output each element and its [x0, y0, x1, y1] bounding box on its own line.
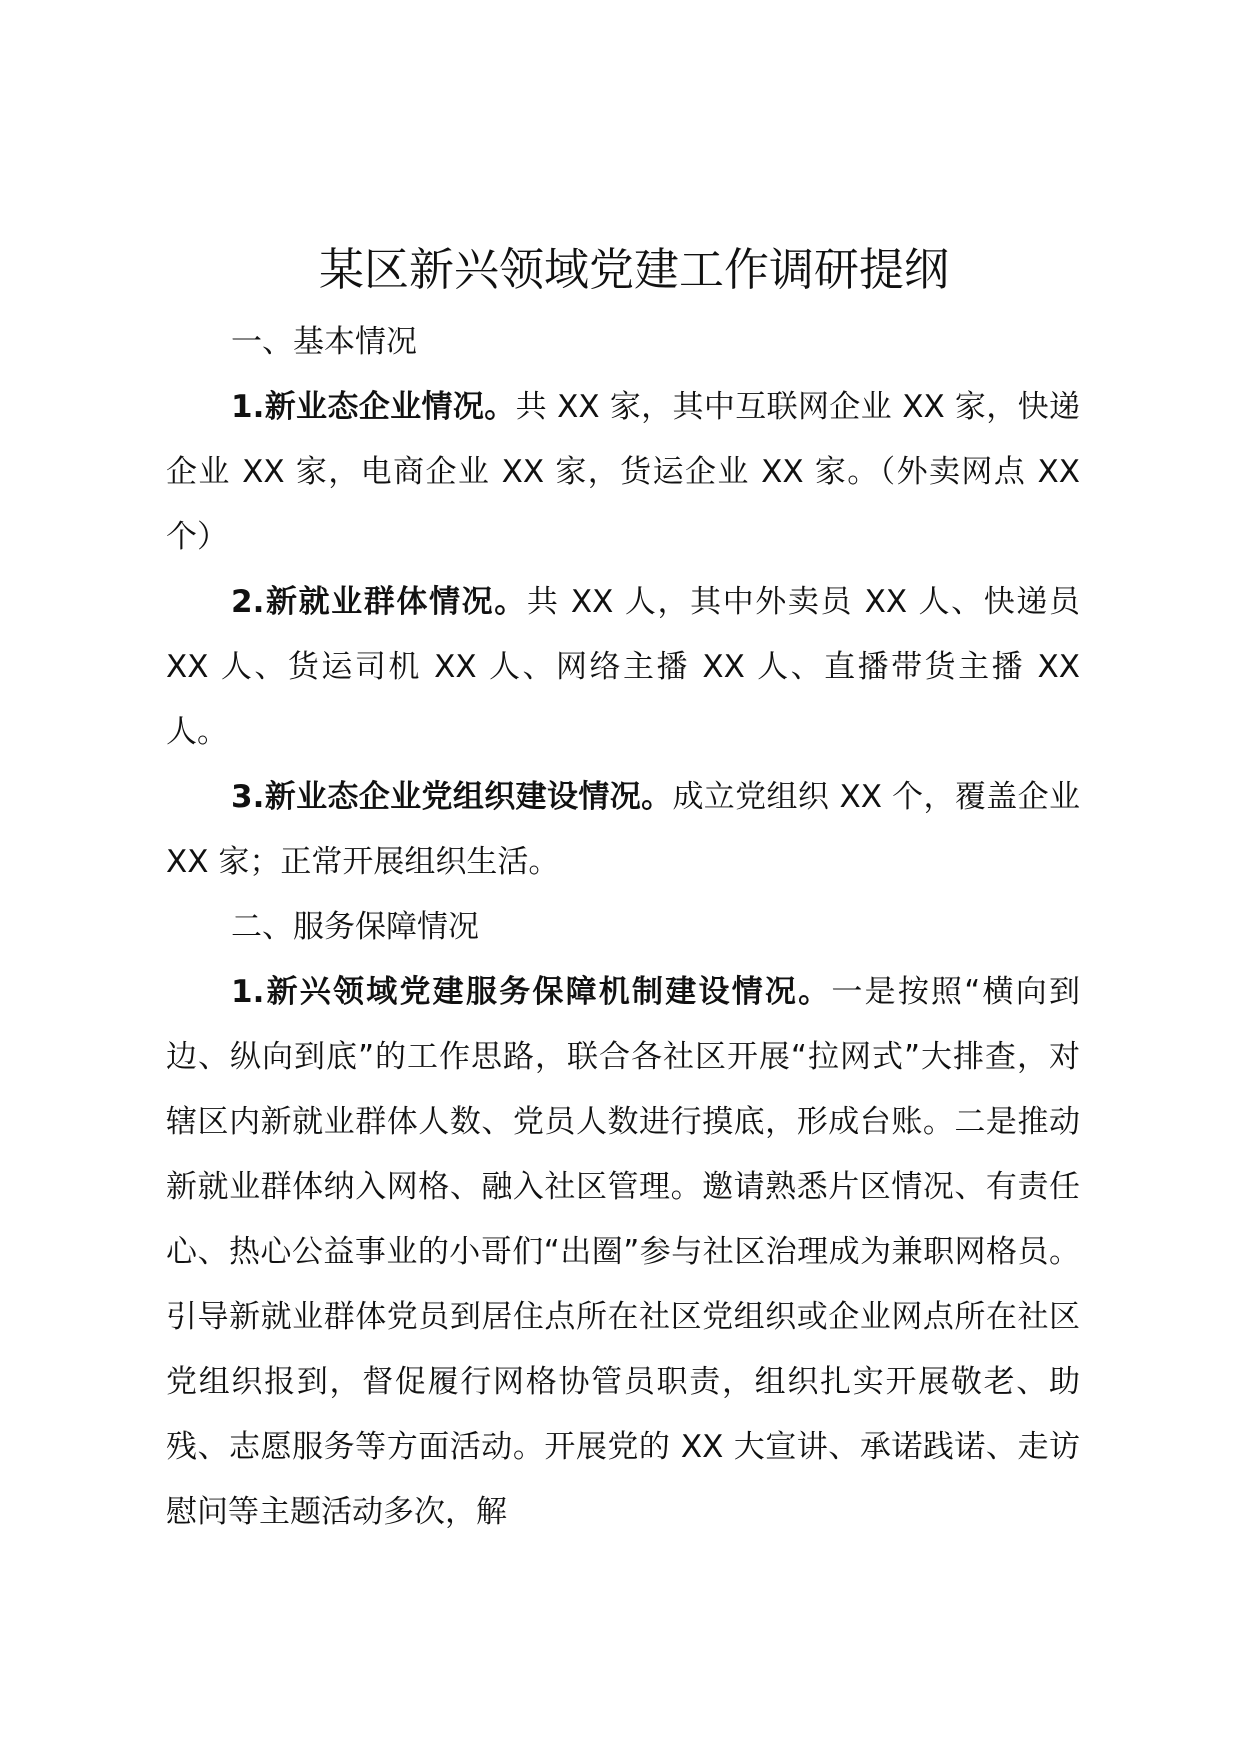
section-heading-basic: 一、基本情况	[231, 324, 417, 360]
paragraph-lead: 2.新就业群体情况。	[231, 584, 527, 620]
paragraph-lead: 1.新兴领域党建服务保障机制建设情况。	[231, 974, 832, 1010]
paragraph-enterprises	[166, 375, 1080, 570]
paragraph-text: 成立党组织 XX 个，覆盖企业 XX 家；正常开展组织生活。	[166, 779, 1080, 880]
section-heading-services: 二、服务保障情况	[231, 909, 479, 945]
paragraph-service-mechanism	[166, 960, 1080, 1545]
paragraph-party-organizations	[166, 765, 1080, 895]
document-title: 某区新兴领域党建工作调研提纲	[318, 243, 949, 296]
paragraph-text: 一是按照“横向到边、纵向到底”的工作思路，联合各社区开展“拉网式”大排查，对辖区内新就业群体人数、党员人数进行摸底，形成台账。二是推动新就业群体纳入网格、融入社区管理。邀请熟悉片区情况、有责任心、热心公益事业的小哥们“出圈”参与社区治理成为兼职网格员。引导新就业群体党员到居住点所在社区党组织或企业网点所在社区党组织报到，督促履行网格协管员职责，组织扎实开展敬老、助残、志愿服务等方面活动。开展党的 XX 大宣讲、承诺践诺、走访慰问等主题活动多次，解	[166, 974, 1080, 1530]
paragraph-lead: 1.新业态企业情况。	[231, 389, 516, 425]
paragraph-text: 共 XX 家，其中互联网企业 XX 家，快递企业 XX 家，电商企业 XX 家，货运企业 XX 家。（外卖网点 XX 个）	[166, 389, 1080, 555]
paragraph-text: 共 XX 人，其中外卖员 XX 人、快递员 XX 人、货运司机 XX 人、网络主播 XX 人、直播带货主播 XX 人。	[166, 584, 1080, 750]
paragraph-lead: 3.新业态企业党组织建设情况。	[231, 779, 673, 815]
paragraph-workers	[166, 570, 1080, 765]
document-page	[166, 230, 1080, 1545]
